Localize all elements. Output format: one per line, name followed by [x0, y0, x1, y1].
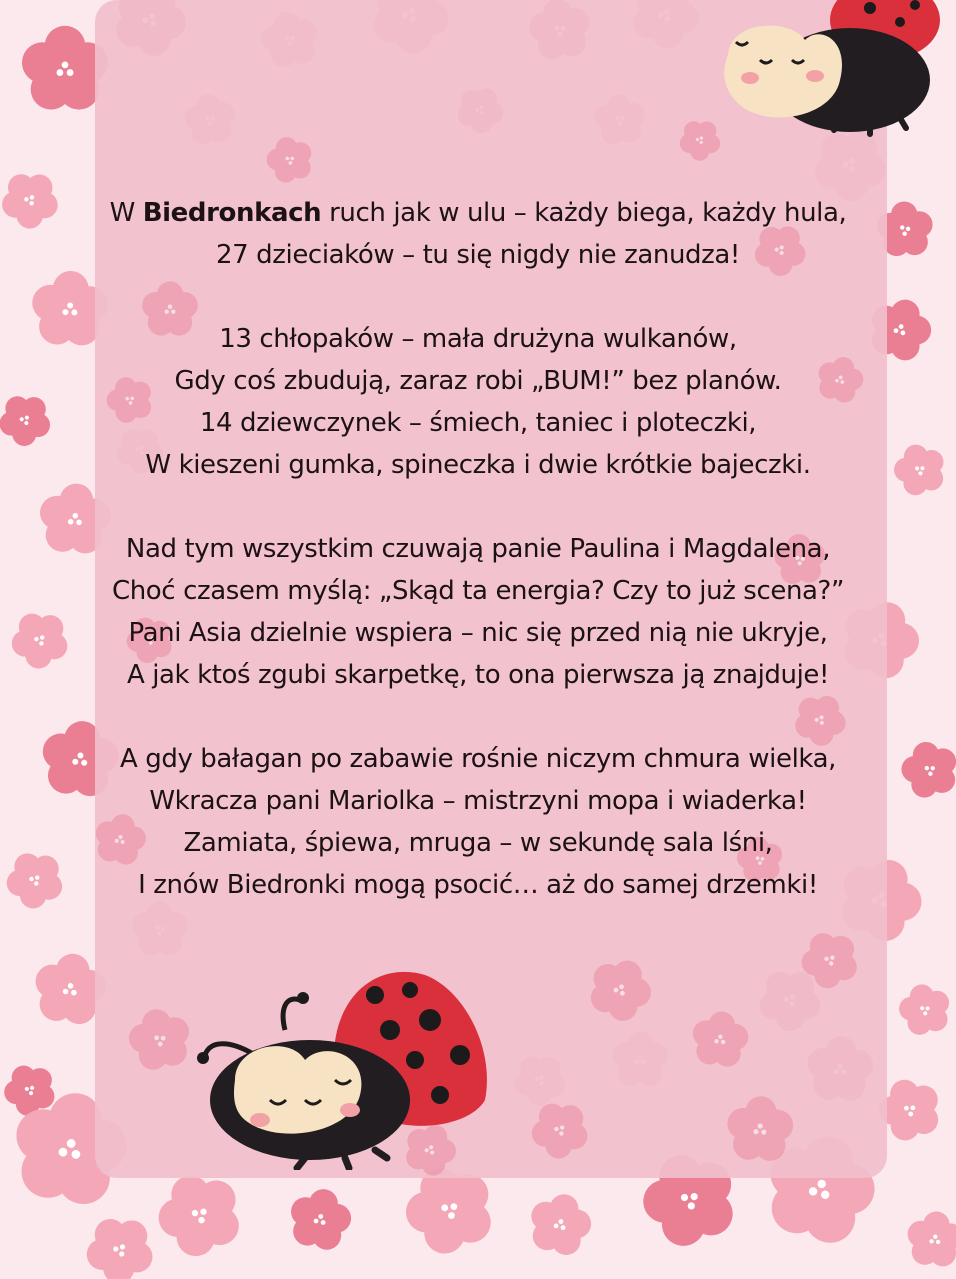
poem-line: A jak ktoś zgubi skarpetkę, to ona pierwsza ją znajduje! [126, 660, 830, 690]
poem-line: Zamiata, śpiewa, mruga – w sekundę sala lśni, [183, 828, 773, 858]
poem [40, 192, 916, 948]
poem-line: 13 chłopaków – mała drużyna wulkanów, [219, 324, 737, 354]
ladybug-icon [700, 0, 950, 140]
poem-line: Gdy coś zbudują, zaraz robi „BUM!” bez planów. [174, 366, 782, 396]
poem-line: 27 dzieciaków – tu się nigdy nie zanudza! [216, 240, 740, 270]
poem-line: W Biedronkach ruch jak w ulu – każdy biega, każdy hula, [109, 198, 847, 228]
poem-line: Pani Asia dzielnie wspiera – nic się przed nią nie ukryje, [128, 618, 828, 648]
ladybug-icon [185, 960, 495, 1170]
stanza-1 [40, 192, 916, 276]
poem-line: Nad tym wszystkim czuwają panie Paulina i Magdalena, [125, 534, 831, 564]
class-name: Biedronkach [142, 198, 322, 228]
poem-line: W kieszeni gumka, spineczka i dwie krótkie bajeczki. [145, 450, 811, 480]
poem-line: Wkracza pani Mariolka – mistrzyni mopa i wiaderka! [149, 786, 807, 816]
poem-line: Choć czasem myślą: „Skąd ta energia? Czy to już scena?” [111, 576, 845, 606]
poem-line: 14 dziewczynek – śmiech, taniec i ploteczki, [199, 408, 757, 438]
stanza-3 [40, 528, 916, 696]
stanza-4 [40, 738, 916, 906]
poem-line: I znów Biedronki mogą psocić… aż do samej drzemki! [138, 870, 818, 900]
poem-line: A gdy bałagan po zabawie rośnie niczym chmura wielka, [119, 744, 837, 774]
stanza-2 [40, 318, 916, 486]
